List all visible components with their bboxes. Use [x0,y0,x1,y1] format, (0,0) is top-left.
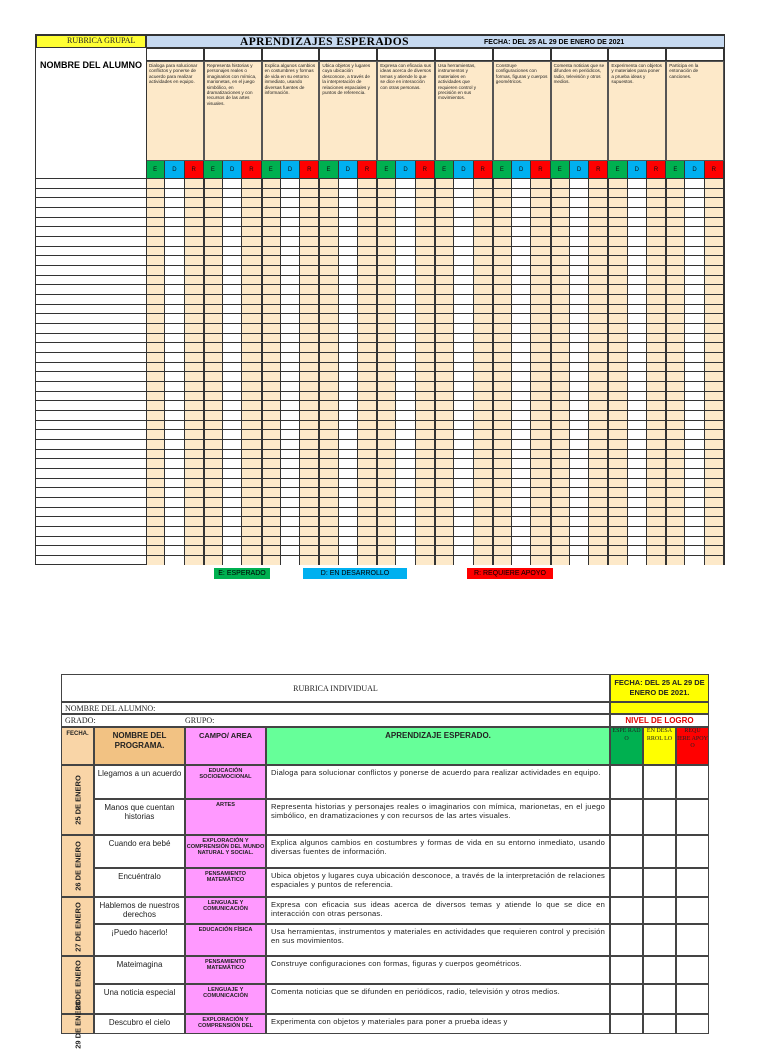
level-cell-desarrollo[interactable] [643,868,676,897]
program-name: Encuéntralo [94,868,185,897]
level-header-E: E [319,161,338,178]
level-cell-apoyo[interactable] [676,897,709,924]
student-name-label: NOMBRE DEL ALUMNO: [61,702,610,714]
level-cell-apoyo[interactable] [676,835,709,868]
student-row[interactable] [36,323,725,333]
day-label-text: 27 DE ENERO [73,901,82,952]
aprendizaje-esperado: Usa herramientas, instrumentos y materiales en actividades que requieren control y precisión en sus movimientos. [266,924,610,956]
level-header-R: R [416,161,435,178]
group-col-strip [551,48,609,61]
level-cell-esperado[interactable] [610,984,643,1014]
student-row[interactable] [36,342,725,352]
level-cell-esperado[interactable] [610,835,643,868]
learning-description: Ubica objetos y lugares cuya ubicación desconoce, a través de la interpretación de relaciones espaciales y puntos de referencia. [319,61,377,161]
level-header-R: R [474,161,493,178]
grade-label: GRADO: [65,716,96,725]
group-col-strip [666,48,724,61]
level-cell-apoyo[interactable] [676,924,709,956]
day-label-text: 29 DE ENERO [73,999,82,1049]
aprendizaje-esperado: Construye configuraciones con formas, figuras y cuerpos geométricos. [266,956,610,984]
student-row[interactable] [36,236,725,246]
day-label-text: 25 DE ENERO [73,775,82,825]
campo-area: ARTES [185,799,266,835]
level-cell-esperado[interactable] [610,924,643,956]
header-fecha: FECHA. [61,727,94,765]
level-cell-desarrollo[interactable] [643,984,676,1014]
level-header-R: R [589,161,608,178]
student-row[interactable] [36,197,725,207]
campo-area: EXPLORACIÓN Y COMPRENSIÓN DEL MUNDO NATURAL Y SOCIAL. [185,835,266,868]
group-col-strip [608,48,666,61]
student-row[interactable] [36,487,725,497]
aprendizaje-esperado: Expresa con eficacia sus ideas acerca de diversos temas y atiende lo que se dice en interacción con otras personas. [266,897,610,924]
grade-group-row [61,714,610,727]
group-col-strip [204,48,262,61]
student-row[interactable] [36,516,725,526]
level-cell-esperado[interactable] [610,897,643,924]
learning-description: Explica algunos cambios en costumbres y formas de vida en su entorno inmediato, usando diversas fuentes de información. [262,61,320,161]
header-en-desarrollo: EN DESA RROL LO [643,727,676,765]
level-cell-apoyo[interactable] [676,1014,709,1034]
individual-date: FECHA: DEL 25 AL 29 DE ENERO DE 2021. [610,674,709,702]
student-row[interactable] [36,536,725,546]
learning-description: Usa herramientas, instrumentos y materiales en actividades que requieren control y precisión en sus movimientos. [435,61,493,161]
student-row[interactable] [36,362,725,372]
level-header-R: R [358,161,377,178]
learning-description: Participa en la entonación de canciones. [666,61,724,161]
campo-area: EDUCACIÓN SOCIOEMOCIONAL [185,765,266,799]
header-aprendizaje: APRENDIZAJE ESPERADO. [266,727,610,765]
aprendizaje-esperado: Experimenta con objetos y materiales para poner a prueba ideas y [266,1014,610,1034]
level-header-D: D [685,161,704,178]
learning-description: Comenta noticias que se difunden en periódicos, radio, televisión y otros medios. [551,61,609,161]
day-label [61,765,94,835]
student-row[interactable] [36,217,725,227]
level-cell-desarrollo[interactable] [643,835,676,868]
group-col-strip [146,48,204,61]
group-col-strip [319,48,377,61]
campo-area: LENGUAJE Y COMUNICACIÓN [185,897,266,924]
aprendizaje-esperado: Comenta noticias que se difunden en periódicos, radio, televisión y otros medios. [266,984,610,1014]
program-name: Manos que cuentan historias [94,799,185,835]
campo-area: PENSAMIENTO MATEMÁTICO [185,956,266,984]
group-col-strip [435,48,493,61]
program-name: Cuando era bebé [94,835,185,868]
level-cell-apoyo[interactable] [676,984,709,1014]
level-cell-esperado[interactable] [610,1014,643,1034]
level-header-E: E [146,161,165,178]
student-row[interactable] [36,313,725,323]
student-row[interactable] [36,429,725,439]
legend-requiere-apoyo: R: REQUIERE APOYO [467,568,553,579]
program-name: Llegamos a un acuerdo [94,765,185,799]
group-title-bar [146,35,725,48]
level-header-R: R [531,161,550,178]
level-cell-desarrollo[interactable] [643,956,676,984]
level-header-R: R [647,161,666,178]
header-programa: NOMBRE DEL PROGRAMA. [94,727,185,765]
student-row[interactable] [36,207,725,217]
student-row[interactable] [36,400,725,410]
level-header-E: E [666,161,685,178]
level-cell-desarrollo[interactable] [643,765,676,799]
student-row[interactable] [36,265,725,275]
level-header-E: E [377,161,396,178]
aprendizaje-esperado: Representa historias y personajes reales o imaginarios con mímica, marionetas, en el juego simbólico, en dramatizaciones y con recursos de las artes visuales. [266,799,610,835]
student-row[interactable] [36,226,725,236]
day-label [61,897,94,956]
student-row[interactable] [36,255,725,265]
student-row[interactable] [36,458,725,468]
level-header-D: D [628,161,647,178]
campo-area: EXPLORACIÓN Y COMPRENSIÓN DEL [185,1014,266,1034]
group-label: GRUPO: [185,716,215,725]
student-row[interactable] [36,507,725,517]
level-header-R: R [705,161,724,178]
level-header-E: E [435,161,454,178]
level-header-D: D [339,161,358,178]
program-name: Mateimagina [94,956,185,984]
learning-description: Experimenta con objetos y materiales para poner a prueba ideas y supuestos. [608,61,666,161]
group-col-strip [377,48,435,61]
group-col-strip [262,48,320,61]
level-header-D: D [570,161,589,178]
student-row[interactable] [36,284,725,294]
student-row[interactable] [36,304,725,314]
campo-area: EDUCACIÓN FÍSICA [185,924,266,956]
learning-description: Construye configuraciones con formas, figuras y cuerpos geométricos. [493,61,551,161]
day-label [61,999,94,1049]
student-row[interactable] [36,178,725,188]
program-name: Una noticia especial [94,984,185,1014]
student-row[interactable] [36,246,725,256]
program-name: Hablemos de nuestros derechos [94,897,185,924]
level-cell-esperado[interactable] [610,956,643,984]
learning-description: Expresa con eficacia sus ideas acerca de diversos temas y atiende lo que se dice en interacción con otras personas. [377,61,435,161]
level-cell-apoyo[interactable] [676,868,709,897]
student-row[interactable] [36,478,725,488]
student-row[interactable] [36,371,725,381]
level-cell-apoyo[interactable] [676,799,709,835]
student-row[interactable] [36,381,725,391]
student-row[interactable] [36,526,725,536]
level-cell-apoyo[interactable] [676,956,709,984]
aprendizaje-esperado: Dialoga para solucionar conflictos y ponerse de acuerdo para realizar actividades en equipo. [266,765,610,799]
name-column-header: NOMBRE DEL ALUMNO [40,60,142,70]
student-row[interactable] [36,545,725,555]
student-row[interactable] [36,555,725,565]
learning-description: Representa historias y personajes reales o imaginarios con mímica, marionetas, en el juego simbólico, en dramatizaciones y con recursos de las artes visuales. [204,61,262,161]
level-header-R: R [185,161,204,178]
student-row[interactable] [36,439,725,449]
group-col-strip [493,48,551,61]
level-header-E: E [262,161,281,178]
aprendizaje-esperado: Ubica objetos y lugares cuya ubicación desconoce, a través de la interpretación de relaciones espaciales y puntos de referencia. [266,868,610,897]
legend-en-desarrollo: D: EN DESARROLLO [303,568,407,579]
level-yellow-strip [610,702,709,714]
level-cell-esperado[interactable] [610,868,643,897]
level-cell-esperado[interactable] [610,799,643,835]
header-esperado: ESPE RAD O [610,727,643,765]
level-header-E: E [493,161,512,178]
student-row[interactable] [36,275,725,285]
campo-area: PENSAMIENTO MATEMÁTICO [185,868,266,897]
level-header-D: D [281,161,300,178]
level-label: NIVEL DE LOGRO [610,714,709,727]
level-header-D: D [454,161,473,178]
campo-area: LENGUAJE Y COMUNICACIÓN [185,984,266,1014]
individual-title: RUBRICA INDIVIDUAL [61,674,610,702]
day-label [61,835,94,897]
group-date: FECHA: DEL 25 AL 29 DE ENERO DE 2021 [484,39,625,46]
learning-description: Dialoga para solucionar conflictos y ponerse de acuerdo para realizar actividades en equipo. [146,61,204,161]
level-header-E: E [608,161,627,178]
level-cell-desarrollo[interactable] [643,924,676,956]
day-label-text: 26 DE ENERO [73,841,82,891]
group-title: APRENDIZAJES ESPERADOS [240,36,409,48]
level-header-D: D [396,161,415,178]
student-row[interactable] [36,188,725,198]
student-row[interactable] [36,420,725,430]
student-row[interactable] [36,294,725,304]
level-header-E: E [551,161,570,178]
level-cell-apoyo[interactable] [676,765,709,799]
level-header-R: R [242,161,261,178]
group-rubric [35,34,725,565]
day-label-text: 28 DE ENERO [73,960,82,1010]
legend-esperado: E: ESPERADO [214,568,270,579]
level-header-E: E [204,161,223,178]
level-cell-desarrollo[interactable] [643,1014,676,1034]
level-header-D: D [512,161,531,178]
aprendizaje-esperado: Explica algunos cambios en costumbres y formas de vida en su entorno inmediato, usando diversas fuentes de información. [266,835,610,868]
level-cell-esperado[interactable] [610,765,643,799]
header-requiere-apoyo: REQU IERE APOY O [676,727,709,765]
program-name: ¡Puedo hacerlo! [94,924,185,956]
student-row[interactable] [36,410,725,420]
level-header-R: R [300,161,319,178]
level-header-D: D [223,161,242,178]
student-row[interactable] [36,333,725,343]
student-row[interactable] [36,391,725,401]
group-rubric-label: RUBRICA GRUPAL [36,35,146,48]
student-row[interactable] [36,449,725,459]
header-campo: CAMPO/ AREA [185,727,266,765]
student-row[interactable] [36,468,725,478]
student-row[interactable] [36,352,725,362]
student-row[interactable] [36,497,725,507]
level-cell-desarrollo[interactable] [643,897,676,924]
name-column-divider [146,48,147,565]
level-cell-desarrollo[interactable] [643,799,676,835]
level-header-D: D [165,161,184,178]
program-name: Descubro el cielo [94,1014,185,1034]
